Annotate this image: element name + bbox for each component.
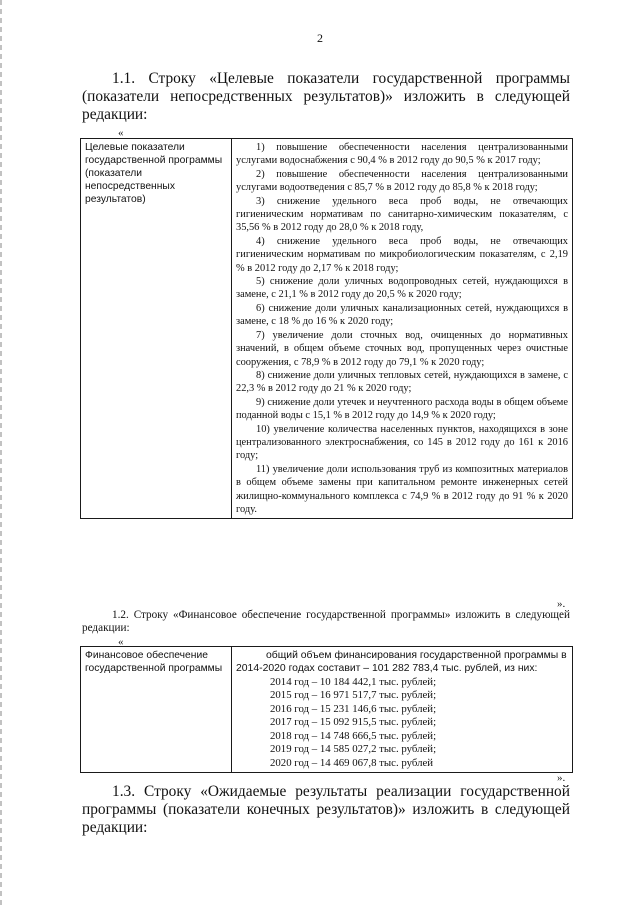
scan-edge-artifact [0,0,2,905]
targets-label-cell [81,139,232,519]
target-item: 5) снижение доли уличных водопроводных сетей, нуждающихся в замене, с 21,1 % в 2012 году до 20,5 % к 2020 году; [236,276,568,301]
target-item: 1) повышение обеспеченности населения централизованными услугами водоснабжения с 90,4 % в 2012 году до 90,5 % к 2017 году; [236,142,568,167]
financing-values-cell [232,647,573,773]
target-item: 7) увеличение доли сточных вод, очищенных до нормативных значений, в общем объеме сточных вод, пропущенных через очистные сооружения, с 78,9 % в 2012 году до 79,1 % к 2020 году; [236,329,568,368]
target-item: 2) повышение обеспеченности населения централизованными услугами водоотведения с 85,7 % в 2012 году до 85,8 % к 2018 году; [236,168,568,194]
target-item: 8) снижение доли уличных тепловых сетей, нуждающихся в замене, с 22,3 % в 2012 году до 21 % к 2020 году; [236,369,568,395]
financing-year: 2019 год – 14 585 027,2 тыс. рублей; [270,743,437,756]
section-1-2-heading: 1.2. Строку «Финансовое обеспечение государственной программы» изложить в следующей редакции: [82,609,570,634]
financing-table [80,646,573,773]
quote-open-2: « [118,636,124,648]
section-1-3-heading: 1.3. Строку «Ожидаемые результаты реализации государственной программы (показатели конечных результатов)» изложить в следующей редакции: [82,783,570,836]
targets-table [80,138,573,519]
target-item: 10) увеличение количества населенных пунктов, находящихся в зоне централизованного электроснабжения, со 145 в 2012 году до 161 к 2016 году; [236,423,568,462]
financing-total: общий объем финансирования государственной программы в 2014-2020 годах составит – 101 282 783,4 тыс. рублей, из них: [236,650,567,675]
quote-close-1: ». [557,598,566,610]
financing-label: Финансовое обеспечение государственной программы [85,650,223,674]
quote-close-2: ». [557,772,566,784]
targets-label: Целевые показатели государственной программы (показатели непосредственных результатов) [85,142,223,205]
target-item: 3) снижение удельного веса проб воды, не отвечающих гигиеническим нормативам по санитарно-химическим показателям, с 35,56 % в 2012 году до 28,0 % к 2018 году, [236,195,568,234]
target-item: 6) снижение доли уличных канализационных сетей, нуждающихся в замене, с 18 % до 16 % к 2020 году; [236,302,568,328]
target-item: 9) снижение доли утечек и неучтенного расхода воды в общем объеме поданной воды с 15,1 % в 2012 году до 14,9 % к 2020 году; [236,396,568,422]
page-number: 2 [317,31,323,45]
financing-year: 2017 год – 15 092 915,5 тыс. рублей; [270,716,437,729]
financing-year: 2015 год – 16 971 517,7 тыс. рублей; [270,689,437,702]
financing-year: 2018 год – 14 748 666,5 тыс. рублей; [270,729,437,742]
section-1-1-heading: 1.1. Строку «Целевые показатели государственной программы (показатели непосредственных результатов)» изложить в следующей редакции: [82,70,570,123]
target-item: 11) увеличение доли использования труб из композитных материалов в общем объеме замены при капитальном ремонте инженерных сетей жилищно-коммунального комплекса с 74,9 % в 2012 году до 91 % к 2020 году. [236,463,568,515]
financing-year: 2014 год – 10 184 442,1 тыс. рублей; [270,675,437,688]
financing-year: 2020 год – 14 469 067,8 тыс. рублей [270,756,434,769]
target-item: 4) снижение удельного веса проб воды, не отвечающих гигиеническим нормативам по микробиологическим показателям, с 2,19 % в 2012 году до 2,17 % к 2018 году; [236,235,568,274]
targets-items-cell [232,139,573,519]
financing-year: 2016 год – 15 231 146,6 тыс. рублей; [270,702,437,715]
quote-open-1: « [118,127,124,139]
financing-label-cell [81,647,232,773]
